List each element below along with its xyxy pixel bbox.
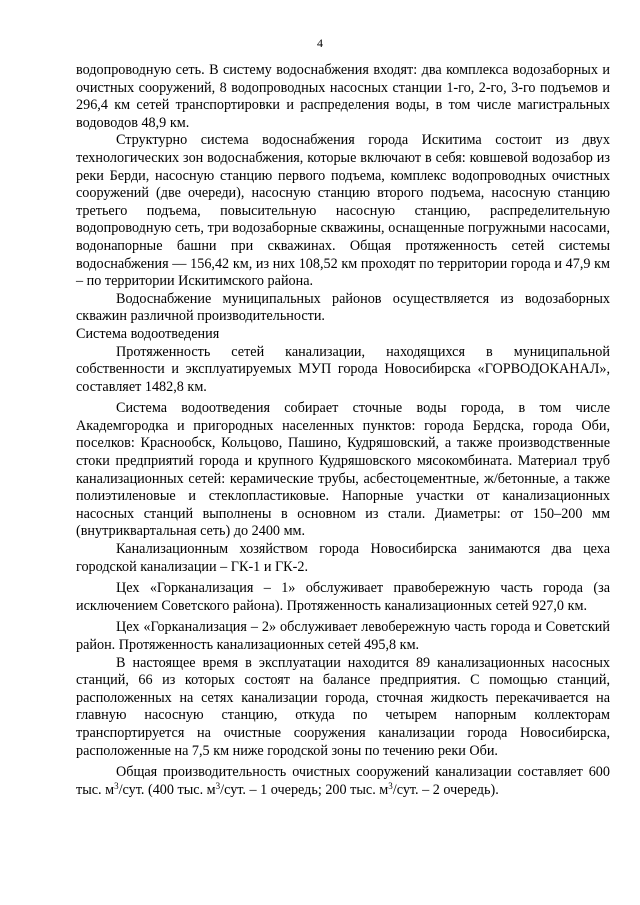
paragraph-pumping-stations: В настоящее время в эксплуатации находится 89 канализационных насосных станций, 66 из которых состоят на балансе предприятия. С помощью станций, расположенных на сетях канализации города, сточная жидкость перекачивается на главную насосную станцию, откуда по четырем напорным коллекторам транспортируется на очистные сооружения канализации города Новосибирска, расположенные на 7,5 км ниже городской зоны по течению реки Оби.: [76, 654, 610, 759]
paragraph-municipal-water-supply: Водоснабжение муниципальных районов осуществляется из водозаборных скважин различной производительности.: [76, 290, 610, 325]
capacity-text-1: Общая производительность очистных сооружений канализации составляет 600 тыс. м: [76, 764, 610, 798]
paragraph-treatment-capacity: [76, 764, 610, 799]
capacity-text-2: /сут. (400 тыс. м: [118, 781, 216, 798]
paragraph-iskitim-water-supply: Структурно система водоснабжения города Искитима состоит из двух технологических зон водоснабжения, которые включают в себя: ковшевой водозабор из реки Берди, насосную станцию первого подъема, комплекс водопроводных очистных сооружений (две очереди), насосную станцию второго подъема, насосную станцию третьего подъема, повысительную насосную станцию, распределительную водопроводную сеть, три водозаборные скважины, оснащенные погружными насосами, водонапорные башни при скважинах. Общая протяженность сетей системы водоснабжения — 156,42 км, из них 108,52 км проходят по территории города и 47,9 км – по территории Искитимского района.: [76, 132, 610, 290]
paragraph-sewer-system: Система водоотведения собирает сточные воды города, в том числе Академгородка и пригородных населенных пунктов: города Бердска, города Оби, поселков: Краснообск, Кольцово, Пашино, Кудряшовский, а также производственные стоки предприятий города и крупного Кудряшовского мясокомбината. Материал труб канализационных сетей: керамические трубы, асбестоцементные, ж/бетонные, а также полиэтиленовые и стеклопластиковые. Напорные участки от канализационных насосных станций выполнены в основном из стали. Диаметры: от 150–200 мм (внутриквартальная сеть) до 2400 мм.: [76, 400, 610, 540]
capacity-text-3: /сут. – 1 очередь; 200 тыс. м: [220, 781, 389, 798]
paragraph-sewer-departments: Канализационным хозяйством города Новосибирска занимаются два цеха городской канализации – ГК-1 и ГК-2.: [76, 541, 610, 575]
superscript-cubic-1: 3: [114, 780, 119, 791]
paragraph-department-gk1: Цех «Горканализация – 1» обслуживает правобережную часть города (за исключением Советского района). Протяженность канализационных сетей 927,0 км.: [76, 580, 610, 614]
superscript-cubic-3: 3: [388, 780, 393, 791]
page-number: 4: [317, 36, 323, 50]
paragraph-water-supply-continued: водопроводную сеть. В систему водоснабжения входят: два комплекса водозаборных и очистных сооружений, 8 водопроводных насосных станции 1-го, 2-го, 3-го подъемов и 296,4 км сетей транспортировки и распределения воды, в том числе магистральных водоводов 48,9 км.: [76, 62, 610, 131]
capacity-text-4: /сут. – 2 очередь).: [392, 781, 499, 798]
superscript-cubic-2: 3: [215, 780, 221, 791]
paragraph-department-gk2: Цех «Горканализация – 2» обслуживает левобережную часть города и Советский район. Протяженность канализационных сетей 495,8 км.: [76, 619, 610, 653]
section-heading-sewerage: Система водоотведения: [76, 325, 220, 342]
paragraph-sewer-length: Протяженность сетей канализации, находящихся в муниципальной собственности и эксплуатируемых МУП города Новосибирска «ГОРВОДОКАНАЛ», составляет 1482,8 км.: [76, 343, 610, 395]
document-body: [76, 62, 610, 799]
